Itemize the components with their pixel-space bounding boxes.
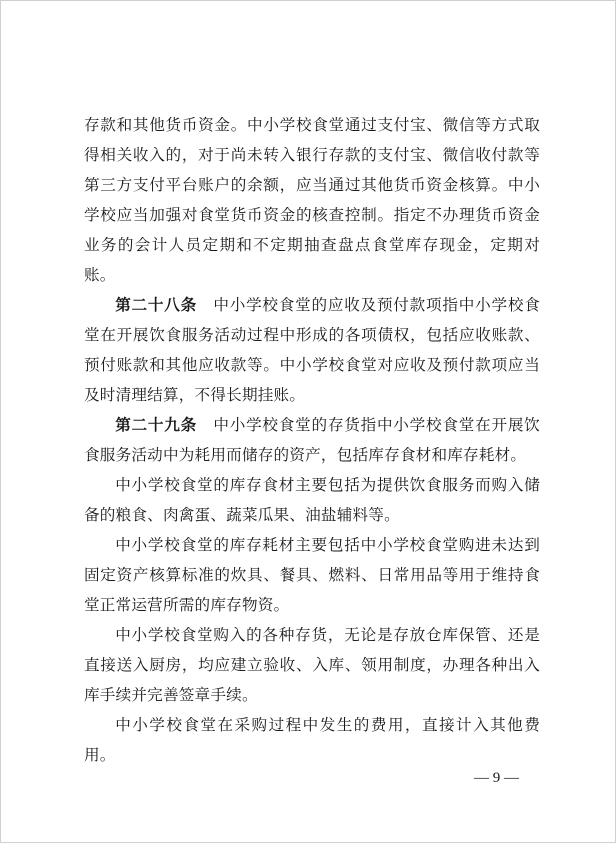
page-number: — 9 —	[474, 770, 519, 786]
paragraph-text: 中小学校食堂购入的各种存货，无论是存放仓库保管、还是直接送入厨房，均应建立验收、入库、领用制度，办理各种出入库手续并完善签章手续。	[84, 626, 540, 704]
article-number: 第二十九条	[115, 416, 197, 434]
paragraph-text: 存款和其他货币资金。中小学校食堂通过支付宝、微信等方式取得相关收入的，对于尚未转入银行存款的支付宝、微信收付款等第三方支付平台账户的余额，应当通过其他货币资金核算。中小学校应当加强对食堂货币资金的核查控制。指定不办理货币资金业务的会计人员定期和不定期抽查盘点食堂库存现金，定期对账。	[84, 116, 540, 284]
paragraph-food-inventory	[84, 470, 540, 530]
paragraph-supplies-inventory	[84, 530, 540, 620]
paragraph-text: 中小学校食堂的库存食材主要包括为提供饮食服务而购入储备的粮食、肉禽蛋、蔬菜瓜果、油盐辅料等。	[84, 476, 540, 524]
paragraph-text: 中小学校食堂的应收及预付款项指中小学校食堂在开展饮食服务活动过程中形成的各项债权，包括应收账款、预付账款和其他应收款等。中小学校食堂对应收及预付款项应当及时清理结算，不得长期挂账。	[84, 296, 540, 404]
paragraph-text: 中小学校食堂的库存耗材主要包括中小学校食堂购进未达到固定资产核算标准的炊具、餐具、燃料、日常用品等用于维持食堂正常运营所需的库存物资。	[84, 536, 540, 614]
document-body	[84, 110, 540, 770]
paragraph-text: 中小学校食堂的存货指中小学校食堂在开展饮食服务活动中为耗用而储存的资产，包括库存食材和库存耗材。	[84, 416, 540, 464]
paragraph-text: 中小学校食堂在采购过程中发生的费用，直接计入其他费用。	[84, 716, 540, 764]
article-29	[84, 410, 540, 470]
paragraph-procurement-costs	[84, 710, 540, 770]
paragraph-continuation	[84, 110, 540, 290]
article-28	[84, 290, 540, 410]
paragraph-inventory-procedures	[84, 620, 540, 710]
article-number: 第二十八条	[115, 296, 197, 314]
